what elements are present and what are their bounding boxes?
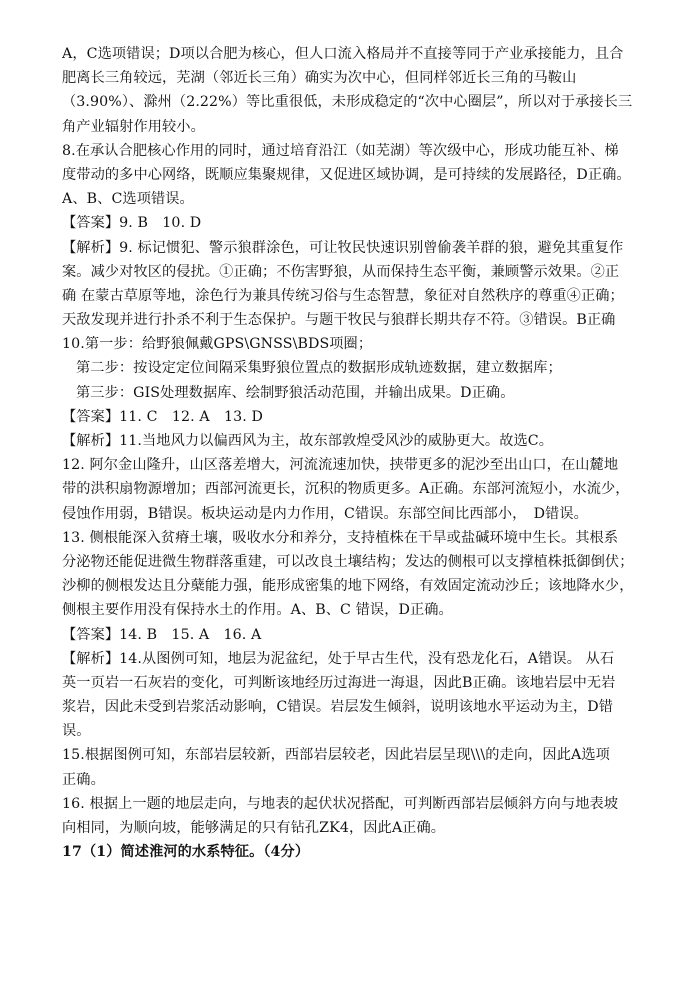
text-line: 英一页岩一石灰岩的变化，可判断该地经历过海进一海退，因此B正确。该地岩层中无岩 (62, 674, 616, 691)
text-line: （3.90%）、滁州（2.22%）等比重很低，未形成稳定的“次中心圈层”，所以对于承接长三 (62, 94, 633, 111)
text-line: 正确。 (62, 771, 105, 788)
text-line: 侧根主要作用没有保持水土的作用。A、B、C 错误，D正确。 (62, 602, 453, 619)
text-line: 沙柳的侧根发达且分蘖能力强，能形成密集的地下网络，有效固定流动沙丘；该地降水少， (62, 578, 634, 595)
analysis-line: 【解析】14.从图例可知，地层为泥盆纪，处于早古生代，没有恐龙化石，A错误。 从石 (62, 650, 615, 667)
text-line: 度带动的多中心网络，既顺应集聚规律，又促进区域协调，是可持续的发展路径，D正确。 (62, 166, 631, 183)
answer-line: 【答案】9. B 10. D (62, 215, 202, 232)
text-line: 肥离长三角较远，芜湖（邻近长三角）确实为次中心，但同样邻近长三角的马鞍山 (62, 70, 577, 87)
text-line: 确 在蒙古草原等地，涂色行为兼具传统习俗与生态智慧，象征对自然秩序的尊重④正确； (62, 287, 624, 304)
text-line: A，C选项错误；D项以合肥为核心，但人口流入格局并不直接等同于产业承接能力，且合 (62, 46, 624, 62)
text-line: 8.在承认合肥核心作用的同时，通过培育沿江（如芜湖）等次级中心，形成功能互补、梯 (62, 142, 619, 159)
text-line: 浆岩，因此未受到岩浆活动影响，C错误。岩层发生倾斜，说明该地水平运动为主，D错 (62, 699, 614, 716)
text-line: 第二步：按设定定位间隔采集野狼位置点的数据形成轨迹数据，建立数据库； (76, 360, 562, 377)
document-page (62, 42, 637, 864)
text-line: 13. 侧根能深入贫瘠土壤，吸收水分和养分，支持植株在干旱或盐碱环境中生长。其根系 (62, 529, 619, 546)
text-line: A、B、C选项错误。 (62, 191, 194, 208)
text-line: 角产业辐射作用较小。 (62, 118, 205, 135)
text-line: 15.根据图例可知，东部岩层较新，西部岩层较老，因此岩层呈现\\\的走向，因此A选项 (62, 747, 610, 764)
text-line: 误。 (62, 723, 91, 740)
text-line: 侵蚀作用弱，B错误。板块运动是内力作用，C错误。东部空间比西部小， D错误。 (62, 505, 588, 522)
text-line: 第三步：GIS处理数据库、绘制野狼活动范围，并输出成果。D正确。 (76, 384, 515, 401)
question-heading: 17（1）简述淮河的水系特征。（4分） (62, 844, 310, 861)
text-line: 带的洪积扇物源增加；西部河流更长，沉积的物质更多。A正确。东部河流短小，水流少， (62, 481, 630, 498)
text-line: 10.第一步：给野狼佩戴GPS\GNSS\BDS项圈； (62, 336, 373, 353)
text-line: 天敌发现并进行扑杀不利于生态保护。与题干牧民与狼群长期共存不符。③错误。B正确 (62, 312, 616, 329)
text-line: 向相同，为顺向坡，能够满足的只有钻孔ZK4，因此A正确。 (62, 820, 446, 836)
text-line: 案。减少对牧区的侵扰。①正确；不伤害野狼，从而保持生态平衡，兼顾警示效果。②正 (62, 263, 620, 280)
text-line: 12. 阿尔金山隆升，山区落差增大，河流流速加快，挟带更多的泥沙至出山口，在山麓地 (62, 457, 619, 474)
analysis-line: 【解析】11.当地风力以偏西风为主，故东部敦煌受风沙的威胁更大。故选C。 (62, 433, 554, 449)
text-line: 分泌物还能促进微生物群落重建，可以改良土壤结构；发达的侧根可以支撑植株抵御倒伏； (62, 553, 634, 570)
answer-line: 【答案】14. B 15. A 16. A (62, 626, 262, 643)
analysis-line: 【解析】9. 标记惯犯、警示狼群涂色，可让牧民快速识别曾偷袭羊群的狼，避免其重复作 (62, 239, 624, 256)
text-line: 16. 根据上一题的地层走向，与地表的起伏状况搭配，可判断西部岩层倾斜方向与地表坡 (62, 795, 619, 812)
answer-line: 【答案】11. C 12. A 13. D (62, 408, 263, 425)
